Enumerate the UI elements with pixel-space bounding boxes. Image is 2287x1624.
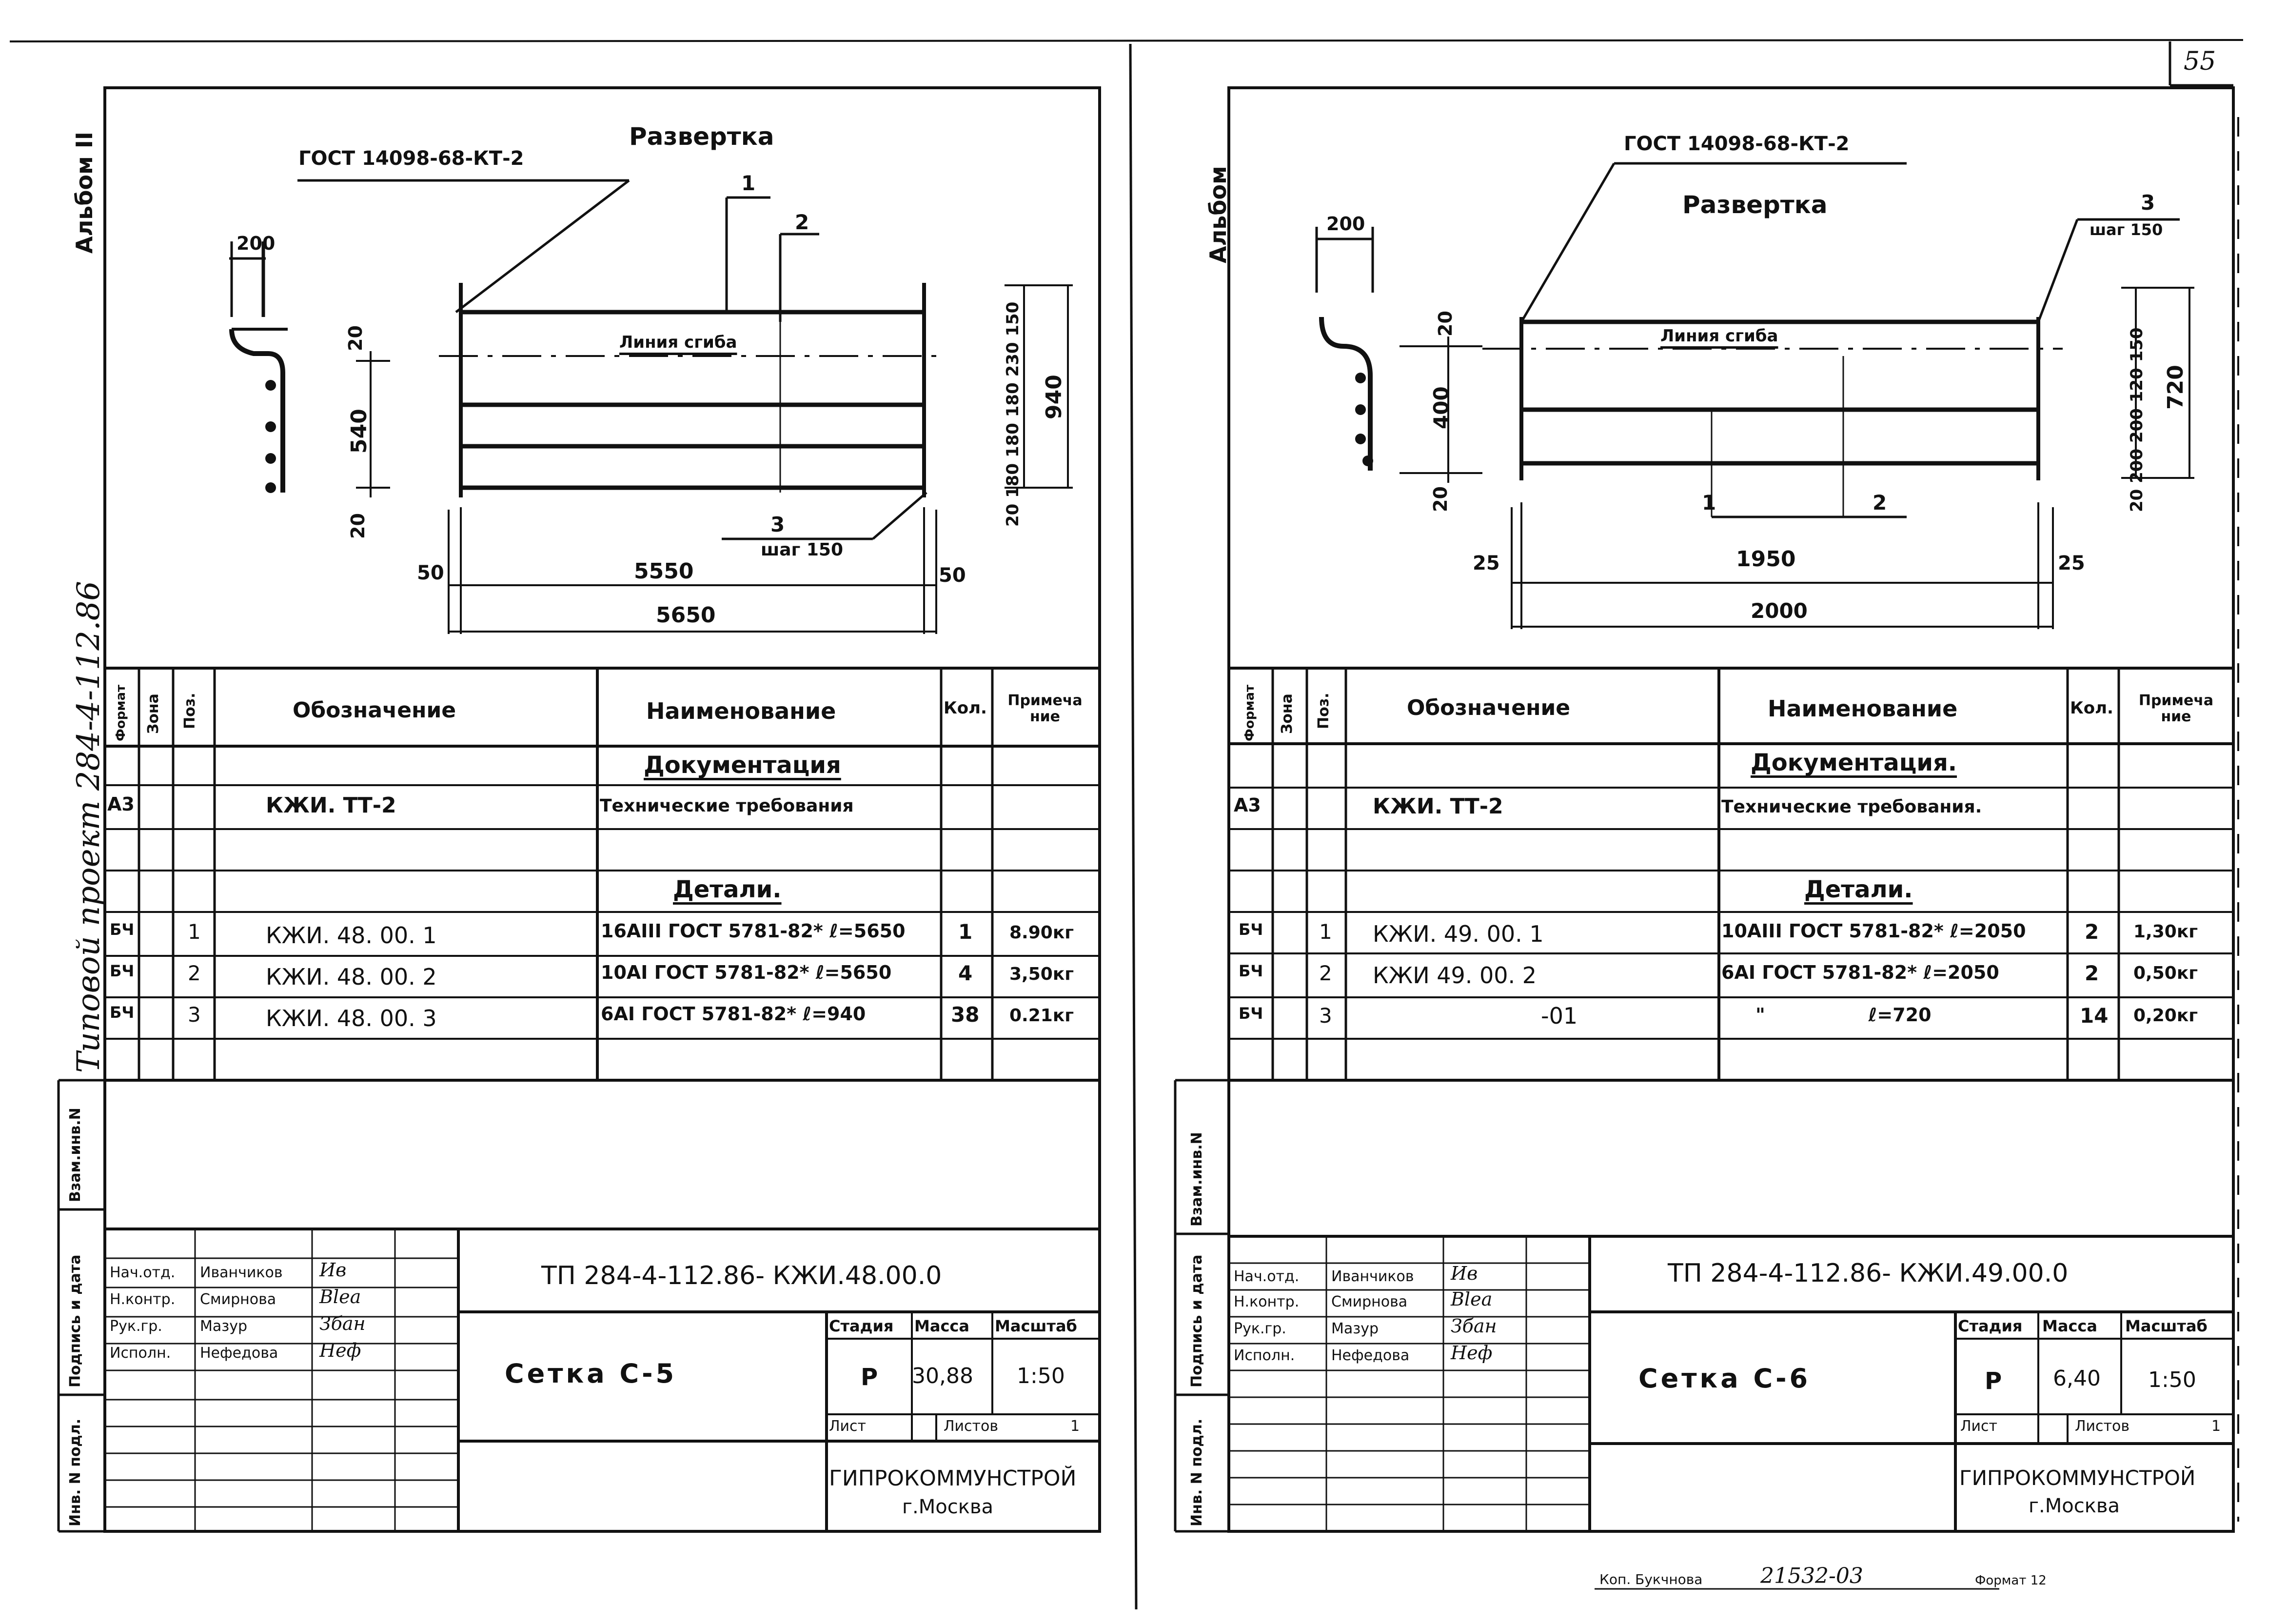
signature-1-right: Ив: [1451, 1263, 1478, 1284]
dim-200: 200: [237, 233, 276, 254]
header-name-right: Наименование: [1768, 695, 1958, 722]
role-4-right: Исполн.: [1234, 1347, 1295, 1364]
name-4-right: Нефедова: [1331, 1347, 1410, 1364]
role-1: Нач.отд.: [110, 1264, 176, 1281]
row1-name: 16АIII ГОСТ 5781-82* ℓ=5650: [601, 920, 906, 942]
footer-format: Формат 12: [1975, 1573, 2047, 1588]
header-pos: Поз.: [181, 693, 198, 729]
row3-pos-right: 3: [1319, 1004, 1332, 1028]
fold-line-label: Линия сгиба: [619, 333, 737, 352]
row2-name-right: 6АI ГОСТ 5781-82* ℓ=2050: [1721, 962, 1999, 983]
callout-3: 3: [770, 513, 785, 536]
stamp-scale: 1:50: [1017, 1364, 1065, 1388]
side-vzam-right: Взам.инв.N: [1188, 1132, 1205, 1227]
header-format-right: Формат: [1242, 684, 1257, 741]
header-name: Наименование: [646, 698, 836, 724]
stamp-mass-header: Масса: [914, 1317, 969, 1335]
row3-note: 0.21кг: [1009, 1006, 1074, 1026]
page-number: 55: [2184, 47, 2216, 76]
header-pos-right: Поз.: [1315, 693, 1332, 729]
header-designation: Обозначение: [293, 698, 456, 723]
row3-designation: КЖИ. 48. 00. 3: [266, 1005, 437, 1031]
header-format: Формат: [114, 684, 128, 741]
name-2-right: Смирнова: [1331, 1293, 1408, 1310]
section-parts-right: Детали.: [1804, 876, 1913, 903]
row1-name-right: 10АIII ГОСТ 5781-82* ℓ=2050: [1721, 920, 2026, 942]
header-zone: Зона: [145, 693, 162, 734]
dim-200-right: 200: [1326, 213, 1365, 235]
dim-20-bottom: 20: [347, 513, 369, 539]
stamp-code-right: ТП 284-4-112.86- КЖИ.49.00.0: [1668, 1259, 2069, 1288]
role-3: Рук.гр.: [110, 1318, 162, 1335]
role-4: Исполн.: [110, 1345, 171, 1362]
callout-2: 2: [795, 210, 809, 234]
stamp-city-right: г.Москва: [2029, 1495, 2120, 1517]
callout-1: 1: [741, 171, 756, 195]
row3-name: 6АI ГОСТ 5781-82* ℓ=940: [601, 1003, 866, 1025]
dim-940: 940: [1042, 375, 1066, 419]
section-parts: Детали.: [673, 876, 782, 903]
stamp-org: ГИПРОКОММУНСТРОЙ: [829, 1466, 1077, 1491]
doc-format-right: А3: [1234, 794, 1261, 816]
album-label: Альбом II: [71, 132, 98, 254]
signature-3-right: Збан: [1451, 1315, 1497, 1337]
stamp-stage-header: Стадия: [829, 1317, 894, 1335]
dim-400: 400: [1429, 386, 1453, 429]
section-docs-right: Документация.: [1751, 749, 1957, 776]
dim-720: 720: [2163, 365, 2188, 410]
role-3-right: Рук.гр.: [1234, 1320, 1286, 1337]
signature-3: Збан: [319, 1313, 366, 1334]
header-note: Примеча ние: [1007, 692, 1083, 725]
row2-pos: 2: [188, 961, 201, 985]
dim-20-bottom-right: 20: [1430, 486, 1451, 512]
stamp-scale-right: 1:50: [2148, 1367, 2196, 1392]
row3-pos: 3: [188, 1003, 201, 1027]
row2-designation: КЖИ. 48. 00. 2: [266, 964, 437, 990]
dim-20-top: 20: [345, 325, 366, 351]
stamp-sheets-value-right: 1: [2211, 1418, 2221, 1435]
role-2: Н.контр.: [110, 1291, 176, 1308]
name-3-right: Мазур: [1331, 1320, 1379, 1337]
name-1-right: Иванчиков: [1331, 1268, 1414, 1285]
stamp-mass-header-right: Масса: [2042, 1317, 2097, 1335]
stamp-org-right: ГИПРОКОММУНСТРОЙ: [1959, 1466, 2196, 1490]
dim-stack-right: 20 200 200 120 150: [2127, 327, 2147, 512]
row2-note-right: 0,50кг: [2133, 963, 2198, 983]
dim-2000: 2000: [1751, 599, 1808, 623]
project-label: Типовой проект 284-4-112.86: [71, 581, 107, 1073]
doc-name-right: Технические требования.: [1721, 797, 1982, 817]
row2-note: 3,50кг: [1009, 964, 1074, 984]
row3-note-right: 0,20кг: [2133, 1006, 2198, 1026]
row2-format-right: БЧ: [1239, 962, 1263, 980]
side-podp-right: Подпись и дата: [1188, 1254, 1205, 1387]
row2-qty: 4: [958, 961, 973, 985]
header-qty: Кол.: [944, 698, 987, 718]
stamp-mass-right: 6,40: [2053, 1366, 2101, 1391]
row1-pos: 1: [188, 920, 201, 944]
signature-4: Неф: [319, 1340, 361, 1361]
row1-designation: КЖИ. 48. 00. 1: [266, 922, 437, 949]
signature-2-right: Blea: [1451, 1288, 1493, 1310]
doc-designation: КЖИ. ТТ-2: [266, 793, 396, 818]
dim-5550: 5550: [634, 559, 694, 584]
stamp-city: г.Москва: [902, 1496, 993, 1518]
stamp-stage: Р: [861, 1364, 878, 1391]
dim-540: 540: [347, 409, 372, 454]
row3-format-right: БЧ: [1239, 1004, 1263, 1023]
footer-copied: Коп. Букчнова: [1599, 1571, 1703, 1587]
side-inv: Инв. N подл.: [67, 1418, 84, 1526]
row1-note: 8.90кг: [1009, 923, 1074, 943]
section-docs: Документация: [644, 752, 841, 779]
role-2-right: Н.контр.: [1234, 1293, 1300, 1310]
row1-designation-right: КЖИ. 49. 00. 1: [1373, 921, 1544, 947]
header-designation-right: Обозначение: [1407, 695, 1571, 720]
row1-format: БЧ: [110, 920, 135, 939]
row3-qty-right: 14: [2080, 1004, 2109, 1028]
stamp-sheet-right: Лист: [1960, 1418, 1998, 1435]
stamp-scale-header: Масштаб: [995, 1317, 1077, 1335]
stamp-stage-header-right: Стадия: [1958, 1317, 2023, 1335]
side-inv-right: Инв. N подл.: [1188, 1418, 1205, 1526]
gost-label-right: ГОСТ 14098-68-КТ-2: [1624, 133, 1850, 155]
callout-2-right: 2: [1873, 491, 1887, 515]
dim-25-left: 25: [1473, 552, 1500, 574]
side-vzam: Взам.инв.N: [67, 1108, 84, 1202]
row1-qty: 1: [958, 920, 973, 944]
row1-qty-right: 2: [2085, 920, 2099, 944]
callout-1-right: 1: [1702, 491, 1716, 515]
header-zone-right: Зона: [1279, 693, 1296, 734]
header-qty-right: Кол.: [2070, 698, 2113, 718]
stamp-title: Сетка С-5: [505, 1358, 677, 1389]
signature-2: Blea: [319, 1286, 361, 1307]
side-podp: Подпись и дата: [67, 1254, 84, 1387]
name-4: Нефедова: [200, 1345, 278, 1362]
row1-format-right: БЧ: [1239, 920, 1263, 939]
dim-20-top-right: 20: [1435, 311, 1456, 337]
dim-1950: 1950: [1736, 547, 1796, 572]
signature-1: Ив: [319, 1259, 347, 1281]
drawing-title: Развертка: [629, 122, 774, 151]
callout-3-right: 3: [2141, 191, 2155, 215]
row2-name: 10АI ГОСТ 5781-82* ℓ=5650: [601, 962, 892, 983]
doc-format: А3: [107, 793, 135, 815]
fold-line-label-right: Линия сгиба: [1660, 326, 1778, 346]
stamp-mass: 30,88: [912, 1364, 973, 1388]
signature-4-right: Неф: [1451, 1342, 1493, 1364]
row2-designation-right: КЖИ 49. 00. 2: [1373, 962, 1537, 989]
row2-pos-right: 2: [1319, 961, 1332, 985]
row1-note-right: 1,30кг: [2133, 922, 2198, 942]
header-note-right: Примеча ние: [2138, 692, 2214, 725]
stamp-stage-right: Р: [1985, 1367, 2002, 1395]
row3-name-right: " ℓ=720: [1755, 1004, 1932, 1026]
stamp-scale-header-right: Масштаб: [2125, 1317, 2208, 1335]
row2-format: БЧ: [110, 962, 135, 980]
dim-5650: 5650: [656, 603, 716, 628]
album-label-right: Альбом: [1205, 166, 1231, 263]
stamp-title-right: Сетка С-6: [1638, 1363, 1811, 1394]
name-2: Смирнова: [200, 1291, 276, 1308]
row3-format: БЧ: [110, 1003, 135, 1022]
dim-50-left: 50: [417, 562, 444, 584]
stamp-sheets: Листов: [944, 1418, 999, 1435]
row3-designation-right: -01: [1541, 1003, 1578, 1029]
dim-25-right: 25: [2058, 552, 2085, 574]
name-1: Иванчиков: [200, 1264, 283, 1281]
step-label-right: шаг 150: [2090, 220, 2163, 239]
stamp-sheets-value: 1: [1070, 1418, 1080, 1435]
stamp-sheets-right: Листов: [2075, 1418, 2130, 1435]
dim-stack: 20 180 180 180 230 150: [1003, 301, 1023, 527]
step-label: шаг 150: [761, 540, 844, 560]
drawing-title-right: Развертка: [1682, 191, 1828, 219]
dim-50-right: 50: [939, 564, 966, 587]
footer-order: 21532-03: [1760, 1564, 1863, 1588]
row2-qty-right: 2: [2085, 961, 2099, 985]
stamp-sheet: Лист: [829, 1418, 867, 1435]
doc-designation-right: КЖИ. ТТ-2: [1373, 794, 1503, 819]
stamp-code: ТП 284-4-112.86- КЖИ.48.00.0: [541, 1261, 942, 1290]
role-1-right: Нач.отд.: [1234, 1268, 1300, 1285]
doc-name: Технические требования: [600, 796, 854, 816]
name-3: Мазур: [200, 1318, 248, 1335]
gost-label: ГОСТ 14098-68-КТ-2: [298, 147, 524, 170]
row3-qty: 38: [951, 1003, 980, 1027]
row1-pos-right: 1: [1319, 920, 1332, 944]
